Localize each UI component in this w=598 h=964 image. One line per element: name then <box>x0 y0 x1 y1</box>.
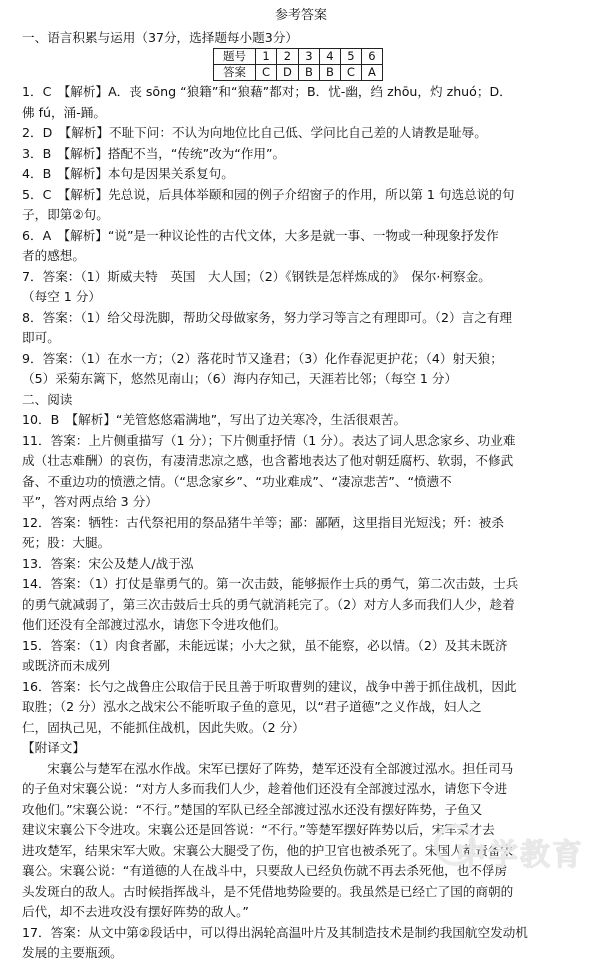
section2-heading: 二、阅读 <box>22 391 73 407</box>
table-cell: 1 <box>256 49 277 65</box>
answer-line: 他们还没有全部渡过泓水，请您下令进攻他们。 <box>22 617 287 632</box>
watermark-text: 中学教育 <box>456 837 584 873</box>
translation-line: 襄公。宋襄公说：“有道德的人在战斗中，只要敌人已经负伤就不再去杀死他，也不俘虏 <box>22 863 508 878</box>
answer-line: 佛 fú，涌-踊。 <box>22 104 106 120</box>
answer-line: 9．答案：（1）在水一方；（2）落花时节又逢君；（3）化作春泥更护花；（4）射天狼； <box>22 350 503 366</box>
site-watermark <box>434 812 584 872</box>
translation-line: 攻他们。”宋襄公说：“不行。”楚国的军队已经全部渡过泓水还没有摆好阵势，子鱼又 <box>22 801 483 817</box>
answer-line: 取胜；（2 分）泓水之战宋公不能听取子鱼的意见，以“君子道德”之义作战，妇人之 <box>22 699 482 714</box>
section2-items <box>22 410 580 738</box>
translation-line: 宋襄公与楚军在泓水作战。宋军已摆好了阵势，楚军还没有全部渡过泓水。担任司马 <box>47 760 514 776</box>
answer-line: 8．答案：（1）给父母洗脚，帮助父母做家务，努力学习等言之有理即可。（2）言之有理 <box>22 309 513 325</box>
section1-items <box>22 82 580 390</box>
answer-line: 仁，固执己见，不能抓住战机，因此失败。（2 分） <box>22 719 305 735</box>
answer-line: 子，即第②句。 <box>22 207 109 222</box>
answer-line: 1．C 【解析】A．丧 sōng “狼籍”和“狼藉”都对；B．忧-幽，绉 zhōu，灼 zhuó；D． <box>22 84 512 99</box>
answer-line: 死；股：大腿。 <box>22 535 111 550</box>
table-cell: 3 <box>298 49 319 65</box>
answer-line: 12．答案：牺牲：古代祭祀用的祭品猪牛羊等；鄙：鄙陋，这里指目光短浅；歼：被杀 <box>22 514 504 530</box>
table-cell: 题号 <box>214 49 256 65</box>
table-cell: 5 <box>340 49 361 65</box>
answer-line: 15．答案：（1）肉食者鄙，未能远谋；小大之狱，虽不能察，必以情。（2）及其未既济 <box>22 637 508 653</box>
translation-line: 的子鱼对宋襄公说：“对方人多而我们人少，趁着他们还没有全部渡过泓水，请您下令进 <box>22 781 508 796</box>
answer-line: 3．B 【解析】搭配不当，“传统”改为“作用”。 <box>22 145 286 161</box>
answer-line: 13．答案：宋公及楚人/战于泓 <box>22 555 194 571</box>
table-cell: 答案 <box>214 65 256 81</box>
answer-line: 5．C 【解析】先总说，后具体举颐和园的例子介绍窗子的作用，所以第 1 句选总说的句 <box>22 186 515 202</box>
answer-line: 者的感想。 <box>22 248 85 263</box>
answer-line: 成（壮志难酬）的哀伤，有凄清悲凉之感，也含蓄地表达了他对朝廷腐朽、软弱，不修武 <box>22 453 514 468</box>
answer-line: 7．答案：（1）斯威夫特 英国 大人国；（2）《钢铁是怎样炼成的》 保尔·柯察金。 <box>22 268 491 284</box>
table-cell: C <box>256 65 277 81</box>
table-answer-row <box>214 65 383 81</box>
section1-heading: 一、语言积累与运用（37分，选择题每小题3分） <box>22 29 298 45</box>
translation-line: 建议宋襄公下令进攻。宋襄公还是回答说：“不行。”等楚军摆好阵势以后，宋军采才去 <box>22 822 495 837</box>
translation-line: 进攻楚军，结果宋军大败。宋襄公大腿受了伤，他的护卫官也被杀死了。宋国人都责备宋 <box>22 842 514 858</box>
answer-line: 即可。 <box>22 330 60 345</box>
answer-line: 平”，答对两点给 3 分） <box>22 494 158 509</box>
table-cell: B <box>298 65 319 81</box>
table-cell: 2 <box>277 49 299 65</box>
answer-line: 11．答案：上片侧重描写（1 分）；下片侧重抒情（1 分）。表达了词人思念家乡、功业难 <box>22 432 516 448</box>
answer-line: 14．答案：（1）打仗是靠勇气的。第一次击鼓，能够振作士兵的勇气，第二次击鼓，士兵 <box>22 576 519 591</box>
answer-line: 2．D 【解析】不耻下问：不认为向地位比自己低、学问比自己差的人请教是耻辱。 <box>22 125 487 140</box>
answer-line: 6．A 【解析】“说”是一种议论性的古代文体，大多是就一事、一物或一种现象抒发作 <box>22 227 499 243</box>
table-header-row <box>214 49 383 65</box>
translation-line: 头发斑白的敌人。古时候指挥战斗，是不凭借地势险要的。我虽然是已经亡了国的商朝的 <box>22 883 514 899</box>
answer-line: 发展的主要瓶颈。 <box>22 945 123 960</box>
table-cell: A <box>361 65 382 81</box>
answer-line: 的勇气就减弱了，第三次击鼓后士兵的勇气就消耗完了。（2）对方人多而我们人少，趁着 <box>22 596 515 612</box>
answer-line: 16．答案：长勺之战鲁庄公取信于民且善于听取曹刿的建议，战争中善于抓住战机，因此 <box>22 678 517 694</box>
answer-line: （5）采菊东篱下，悠然见南山；（6）海内存知己，天涯若比邻；（每空 1 分） <box>22 371 458 386</box>
appendix-heading: 【附译文】 <box>22 740 85 755</box>
answer-line: （每空 1 分） <box>22 289 101 304</box>
table-cell: D <box>277 65 299 81</box>
answer-line: 10．B 【解析】“羌管悠悠霜满地”，写出了边关寒冷，生活很艰苦。 <box>22 412 407 427</box>
table-cell: B <box>319 65 340 81</box>
translation-line: 后代，却不去进攻没有摆好阵势的敌人。” <box>22 904 249 919</box>
answer-line: 或既济而未成列 <box>22 658 111 673</box>
answer-table <box>213 48 383 81</box>
table-cell: 4 <box>319 49 340 65</box>
table-cell: 6 <box>361 49 382 65</box>
page-title: 参考答案 <box>274 8 327 23</box>
answer-line: 17．答案：从文中第②段话中，可以得出涡轮高温叶片及其制造技术是制约我国航空发动机 <box>22 924 528 940</box>
answer-line: 备、不重边功的愤懑之情。（“思念家乡”、“功业难成”、“凄凉悲苦”、“愤懑不 <box>22 473 452 489</box>
table-cell: C <box>340 65 361 81</box>
answer-line: 4．B 【解析】本句是因果关系复句。 <box>22 166 234 181</box>
question-17 <box>22 923 580 964</box>
